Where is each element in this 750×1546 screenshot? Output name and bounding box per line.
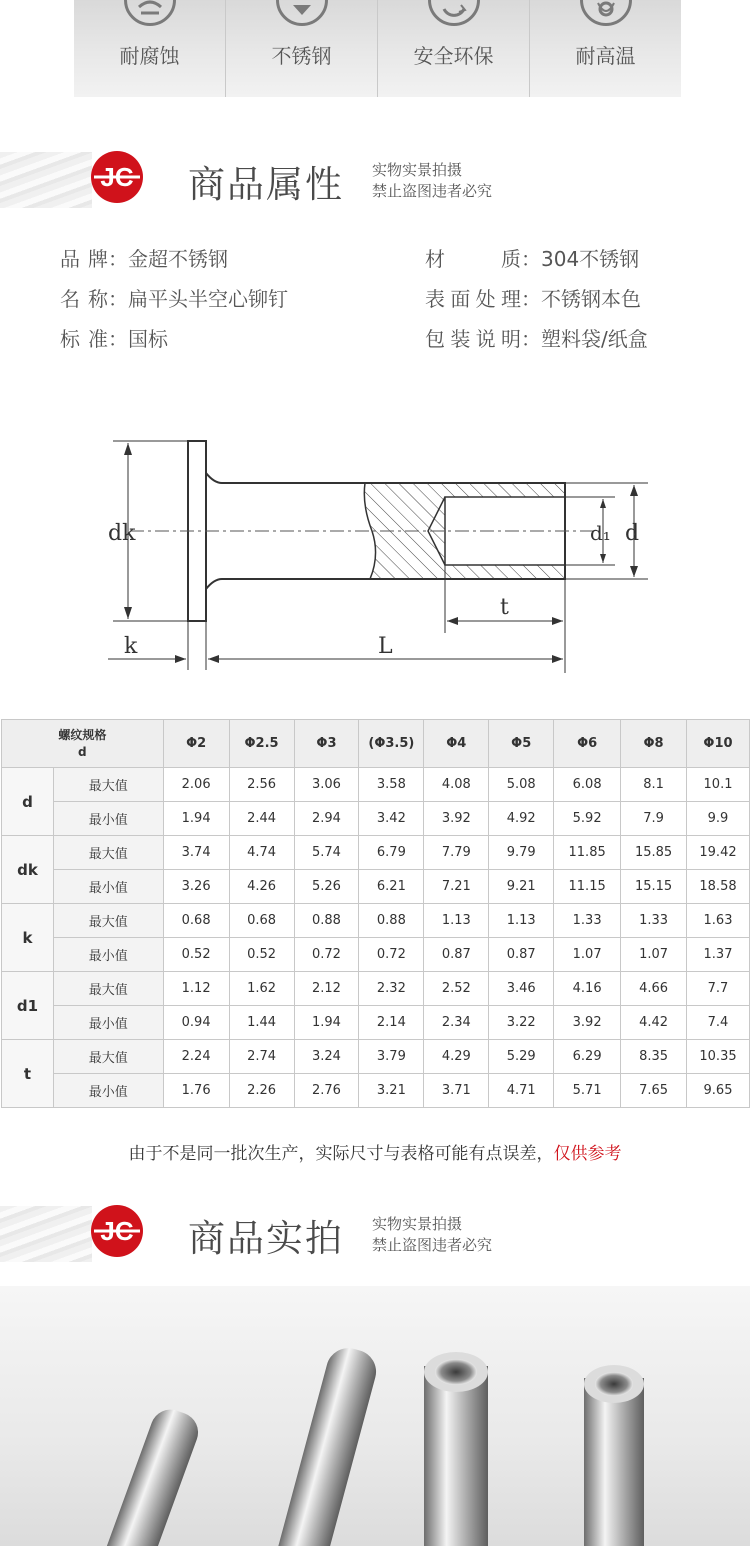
column-header: Φ8 — [621, 720, 687, 768]
feature-label: 不锈钢 — [271, 44, 332, 68]
value-cell: 10.35 — [687, 1040, 750, 1074]
value-cell: 3.92 — [554, 1006, 621, 1040]
feature-label: 耐腐蚀 — [119, 44, 180, 68]
table-body — [2, 768, 750, 1108]
row-label-cell: 最小值 — [53, 870, 163, 904]
value-cell: 1.13 — [424, 904, 489, 938]
value-cell: 3.22 — [489, 1006, 554, 1040]
value-cell: 1.63 — [687, 904, 750, 938]
value-cell: 0.52 — [163, 938, 229, 972]
row-label-cell: 最大值 — [53, 1040, 163, 1074]
feature-banner — [74, 0, 681, 97]
value-cell: 1.12 — [163, 972, 229, 1006]
value-cell: 2.76 — [294, 1074, 359, 1108]
value-cell: 5.92 — [554, 802, 621, 836]
spec-table — [1, 719, 750, 1108]
thermometer-icon — [580, 0, 632, 26]
corner-header — [2, 720, 164, 768]
table-row — [2, 836, 750, 870]
brand-logo — [90, 1204, 144, 1258]
value-cell: 8.1 — [621, 768, 687, 802]
row-label-cell: 最小值 — [53, 1074, 163, 1108]
brand-logo — [90, 150, 144, 204]
table-row — [2, 1040, 750, 1074]
label-d: d — [625, 521, 640, 546]
column-header: Φ6 — [554, 720, 621, 768]
value-cell: 19.42 — [687, 836, 750, 870]
value-cell: 2.56 — [229, 768, 294, 802]
row-label-cell: 最小值 — [53, 802, 163, 836]
value-cell: 7.9 — [621, 802, 687, 836]
value-cell: 2.52 — [424, 972, 489, 1006]
value-cell: 7.79 — [424, 836, 489, 870]
attr-colon: ： — [108, 247, 128, 271]
value-cell: 1.76 — [163, 1074, 229, 1108]
value-cell: 6.29 — [554, 1040, 621, 1074]
row-label-cell: 最大值 — [53, 904, 163, 938]
attr-value: 金超不锈钢 — [128, 247, 228, 271]
value-cell: 2.26 — [229, 1074, 294, 1108]
attr-standard — [60, 323, 168, 352]
value-cell: 3.26 — [163, 870, 229, 904]
value-cell: 2.44 — [229, 802, 294, 836]
value-cell: 3.74 — [163, 836, 229, 870]
value-cell: 8.35 — [621, 1040, 687, 1074]
subtitle-line: 实物实景拍摄 — [372, 161, 463, 179]
value-cell: 3.79 — [359, 1040, 424, 1074]
value-cell: 3.42 — [359, 802, 424, 836]
attr-package — [425, 323, 648, 352]
value-cell: 4.29 — [424, 1040, 489, 1074]
param-cell: d — [2, 768, 54, 836]
table-row — [2, 1074, 750, 1108]
value-cell: 1.33 — [621, 904, 687, 938]
column-header: Φ4 — [424, 720, 489, 768]
product-photo — [0, 1286, 750, 1546]
value-cell: 1.44 — [229, 1006, 294, 1040]
value-cell: 3.46 — [489, 972, 554, 1006]
value-cell: 9.21 — [489, 870, 554, 904]
label-d1: d₁ — [590, 521, 611, 545]
attr-value: 扁平头半空心铆钉 — [128, 287, 288, 311]
attr-value: 不锈钢本色 — [541, 287, 641, 311]
attr-colon: ： — [108, 327, 128, 351]
table-row — [2, 1006, 750, 1040]
value-cell: 0.88 — [294, 904, 359, 938]
section-title: 商品实拍 — [188, 1217, 344, 1260]
attr-value: 塑料袋/纸盒 — [541, 327, 648, 351]
logo-text: JC — [100, 162, 134, 192]
value-cell: 1.13 — [489, 904, 554, 938]
value-cell: 1.07 — [554, 938, 621, 972]
value-cell: 15.15 — [621, 870, 687, 904]
label-t: t — [500, 595, 509, 620]
value-cell: 7.4 — [687, 1006, 750, 1040]
value-cell: 6.08 — [554, 768, 621, 802]
value-cell: 6.21 — [359, 870, 424, 904]
value-cell: 1.94 — [294, 1006, 359, 1040]
param-cell: k — [2, 904, 54, 972]
attr-key: 表面处理 — [425, 287, 521, 311]
decorative-stripe — [0, 152, 92, 208]
value-cell: 1.94 — [163, 802, 229, 836]
value-cell: 7.7 — [687, 972, 750, 1006]
column-header: Φ5 — [489, 720, 554, 768]
attr-value: 国标 — [128, 327, 168, 351]
attr-key: 标 准 — [60, 327, 108, 351]
table-row — [2, 768, 750, 802]
decorative-stripe — [0, 1206, 92, 1262]
value-cell: 0.88 — [359, 904, 424, 938]
column-header: (Φ3.5) — [359, 720, 424, 768]
feature-label: 耐高温 — [575, 44, 636, 68]
value-cell: 0.52 — [229, 938, 294, 972]
attr-key: 名 称 — [60, 287, 108, 311]
section-header-attributes — [0, 146, 750, 210]
corner-line: 螺纹规格 — [58, 727, 107, 742]
attr-key: 材 质 — [425, 247, 521, 271]
attr-value: 304不锈钢 — [541, 247, 640, 271]
attr-key: 包装说明 — [425, 327, 521, 351]
value-cell: 5.74 — [294, 836, 359, 870]
value-cell: 15.85 — [621, 836, 687, 870]
section-subtitle — [372, 160, 492, 202]
logo-text: JC — [100, 1216, 134, 1246]
subtitle-line: 禁止盗图违者必究 — [372, 182, 493, 200]
value-cell: 3.24 — [294, 1040, 359, 1074]
attr-colon: ： — [521, 287, 541, 311]
param-cell: t — [2, 1040, 54, 1108]
value-cell: 4.71 — [489, 1074, 554, 1108]
table-row — [2, 904, 750, 938]
value-cell: 3.71 — [424, 1074, 489, 1108]
column-header: Φ2.5 — [229, 720, 294, 768]
row-label-cell: 最小值 — [53, 1006, 163, 1040]
value-cell: 9.65 — [687, 1074, 750, 1108]
value-cell: 2.74 — [229, 1040, 294, 1074]
column-header: Φ3 — [294, 720, 359, 768]
value-cell: 2.24 — [163, 1040, 229, 1074]
heart-badge-icon — [276, 0, 328, 26]
section-header-photos — [0, 1200, 750, 1264]
label-k: k — [124, 634, 138, 659]
row-label-cell: 最小值 — [53, 938, 163, 972]
value-cell: 4.26 — [229, 870, 294, 904]
row-label-cell: 最大值 — [53, 972, 163, 1006]
row-label-cell: 最大值 — [53, 836, 163, 870]
value-cell: 5.71 — [554, 1074, 621, 1108]
value-cell: 1.07 — [621, 938, 687, 972]
table-header-row — [2, 720, 750, 768]
note-highlight: 仅供参考 — [553, 1144, 622, 1164]
attr-brand — [60, 243, 228, 272]
value-cell: 4.08 — [424, 768, 489, 802]
shield-wave-icon — [124, 0, 176, 26]
param-cell: dk — [2, 836, 54, 904]
feature-heat-resistant — [530, 0, 681, 97]
value-cell: 0.94 — [163, 1006, 229, 1040]
value-cell: 6.79 — [359, 836, 424, 870]
value-cell: 1.37 — [687, 938, 750, 972]
value-cell: 4.16 — [554, 972, 621, 1006]
value-cell: 3.92 — [424, 802, 489, 836]
value-cell: 9.9 — [687, 802, 750, 836]
param-cell: d1 — [2, 972, 54, 1040]
value-cell: 5.29 — [489, 1040, 554, 1074]
subtitle-line: 实物实景拍摄 — [372, 1215, 463, 1233]
value-cell: 4.66 — [621, 972, 687, 1006]
feature-label: 安全环保 — [413, 44, 494, 68]
value-cell: 2.14 — [359, 1006, 424, 1040]
table-row — [2, 870, 750, 904]
value-cell: 3.58 — [359, 768, 424, 802]
value-cell: 2.12 — [294, 972, 359, 1006]
note-text: 由于不是同一批次生产，实际尺寸与表格可能有点误差， — [128, 1144, 554, 1164]
value-cell: 2.32 — [359, 972, 424, 1006]
value-cell: 0.87 — [424, 938, 489, 972]
value-cell: 18.58 — [687, 870, 750, 904]
value-cell: 0.68 — [163, 904, 229, 938]
value-cell: 2.94 — [294, 802, 359, 836]
table-row — [2, 938, 750, 972]
label-dk: dk — [108, 521, 136, 546]
rivet-dimension-diagram — [100, 428, 660, 678]
value-cell: 0.87 — [489, 938, 554, 972]
attr-name — [60, 283, 288, 312]
value-cell: 4.42 — [621, 1006, 687, 1040]
value-cell: 5.08 — [489, 768, 554, 802]
feature-corrosion-resistant — [74, 0, 226, 97]
value-cell: 3.21 — [359, 1074, 424, 1108]
value-cell: 10.1 — [687, 768, 750, 802]
disclaimer-note — [0, 1139, 750, 1164]
attr-key: 品 牌 — [60, 247, 108, 271]
value-cell: 11.15 — [554, 870, 621, 904]
section-subtitle — [372, 1214, 492, 1256]
section-title: 商品属性 — [188, 163, 344, 206]
value-cell: 0.72 — [359, 938, 424, 972]
column-header: Φ10 — [687, 720, 750, 768]
column-header: Φ2 — [163, 720, 229, 768]
label-L: L — [378, 634, 393, 659]
value-cell: 1.62 — [229, 972, 294, 1006]
value-cell: 0.68 — [229, 904, 294, 938]
value-cell: 0.72 — [294, 938, 359, 972]
value-cell: 5.26 — [294, 870, 359, 904]
feature-stainless-steel — [226, 0, 378, 97]
value-cell: 2.06 — [163, 768, 229, 802]
attr-material — [425, 243, 639, 272]
recycle-icon — [428, 0, 480, 26]
value-cell: 7.21 — [424, 870, 489, 904]
value-cell: 11.85 — [554, 836, 621, 870]
attr-colon: ： — [108, 287, 128, 311]
value-cell: 9.79 — [489, 836, 554, 870]
value-cell: 2.34 — [424, 1006, 489, 1040]
value-cell: 1.33 — [554, 904, 621, 938]
feature-eco-safe — [378, 0, 530, 97]
corner-line: d — [78, 744, 87, 759]
table-row — [2, 972, 750, 1006]
subtitle-line: 禁止盗图违者必究 — [372, 1236, 493, 1254]
attr-colon: ： — [521, 327, 541, 351]
row-label-cell: 最大值 — [53, 768, 163, 802]
value-cell: 4.74 — [229, 836, 294, 870]
rivets-photo-illustration — [0, 1286, 750, 1546]
attr-surface — [425, 283, 641, 312]
value-cell: 7.65 — [621, 1074, 687, 1108]
value-cell: 4.92 — [489, 802, 554, 836]
value-cell: 3.06 — [294, 768, 359, 802]
table-row — [2, 802, 750, 836]
attr-colon: ： — [521, 247, 541, 271]
